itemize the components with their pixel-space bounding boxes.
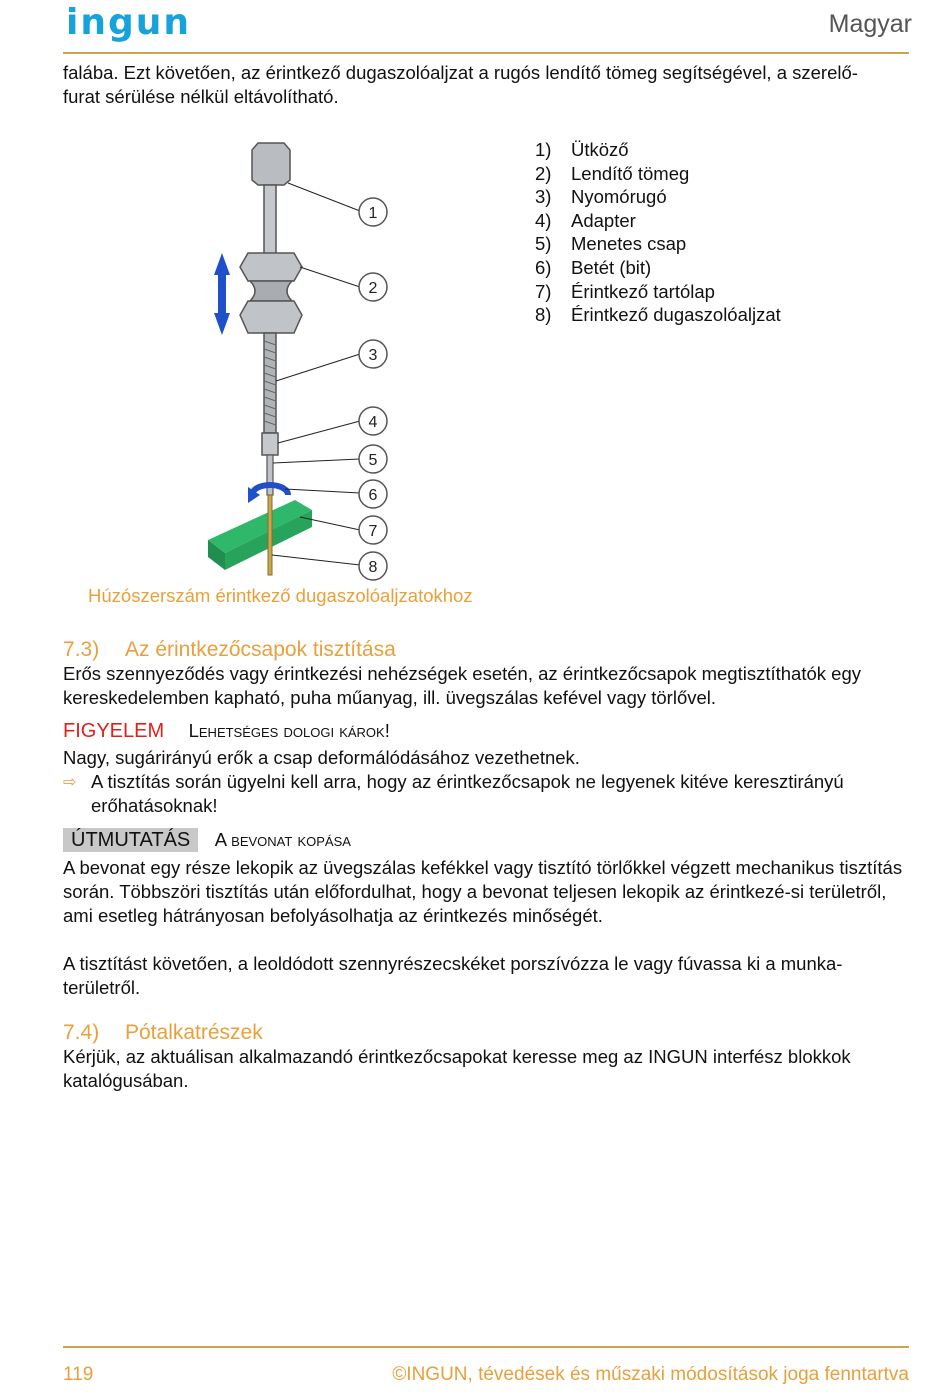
- warning-heading: FIGYELEM Lehetséges dologi károk!: [63, 720, 390, 742]
- stop-part: [252, 143, 290, 185]
- legend-item: 6) Betét (bit): [535, 256, 652, 278]
- copyright-text: ©INGUN, tévedések és műszaki módosítások joga fenntartva: [392, 1364, 909, 1385]
- warning-text: Nagy, sugárirányú erők a csap deformálódásához vezethetnek.: [63, 747, 580, 768]
- legend-item: 8) Érintkező dugaszolóaljzat: [535, 304, 781, 326]
- legend-item: 3) Nyomórugó: [535, 186, 667, 208]
- svg-text:ingun: ingun: [66, 4, 191, 43]
- note-heading: ÚTMUTATÁS A bevonat kopása: [63, 829, 351, 852]
- contact-socket: [268, 495, 272, 575]
- svg-text:2: 2: [368, 280, 378, 297]
- arrow-right-icon: ⇨: [63, 774, 77, 791]
- svg-text:3: 3: [368, 347, 378, 364]
- section-heading-7-4: 7.4) Pótalkatrészek: [63, 1021, 263, 1044]
- page-number: 119: [63, 1364, 94, 1385]
- svg-text:5: 5: [368, 452, 378, 469]
- svg-text:7: 7: [368, 523, 378, 540]
- parts-legend: [535, 138, 781, 327]
- figure-caption: Húzószerszám érintkező dugaszolóaljzatokhoz: [88, 585, 473, 606]
- language-label: Magyar: [828, 10, 912, 38]
- after-note-text: A tisztítást követően, a leoldódott szennyrészecskéket porszívózza le vagy fúvassa ki a munka-területről.: [63, 953, 843, 998]
- svg-text:1: 1: [368, 205, 378, 222]
- flywheel-mass: [240, 253, 302, 281]
- legend-item: 2) Lendítő tömeg: [535, 162, 690, 184]
- svg-text:8: 8: [368, 559, 378, 576]
- svg-text:6: 6: [368, 487, 378, 504]
- legend-item: 7) Érintkező tartólap: [535, 280, 715, 302]
- ingun-logo: [66, 4, 226, 51]
- legend-item: 4) Adapter: [535, 209, 636, 231]
- adapter-part: [262, 433, 278, 455]
- threaded-pin: [267, 455, 273, 495]
- legend-item: 1) Ütköző: [535, 139, 629, 160]
- note-text: A bevonat egy része lekopik az üvegszálas kefékkel vagy tisztító törlőkkel végzett mechanikus tisztítás során. Többszöri tisztítás után előfordulhat, hogy a bevonat teljesen lekopik az érintkezé-si területről, ami esetleg hátrányosan befolyásolhatja az érintkezés minőségét.: [63, 857, 903, 926]
- intro-text: falába. Ezt követően, az érintkező dugaszolóaljzat a rugós lendítő tömeg segítségével, a szerelő- furat sérülése nélkül eltávolítható.: [63, 62, 858, 107]
- footer-rule: [63, 1346, 909, 1348]
- section-7-3-body: Erős szennyeződés vagy érintkezési nehézségek esetén, az érintkezőcsapok megtisztíthatók egy kereskedelemben kapható, puha műanyag, ill. üvegszálas kefével vagy törlővel.: [63, 663, 861, 708]
- section-heading-7-3: 7.3) Az érintkezőcsapok tisztítása: [63, 638, 396, 661]
- svg-text:4: 4: [368, 414, 378, 431]
- puller-tool-figure: [200, 135, 400, 585]
- header-rule: [63, 52, 909, 54]
- up-down-arrow-icon: [214, 253, 230, 335]
- warning-bullet: A tisztítás során ügyelni kell arra, hogy az érintkezőcsapok ne legyenek kitéve keresztirányú erőhatásoknak!: [91, 771, 844, 816]
- legend-item: 5) Menetes csap: [535, 233, 687, 255]
- section-7-4-body: Kérjük, az aktuálisan alkalmazandó érintkezőcsapokat keresse meg az INGUN interfész blokkok katalógusában.: [63, 1046, 851, 1091]
